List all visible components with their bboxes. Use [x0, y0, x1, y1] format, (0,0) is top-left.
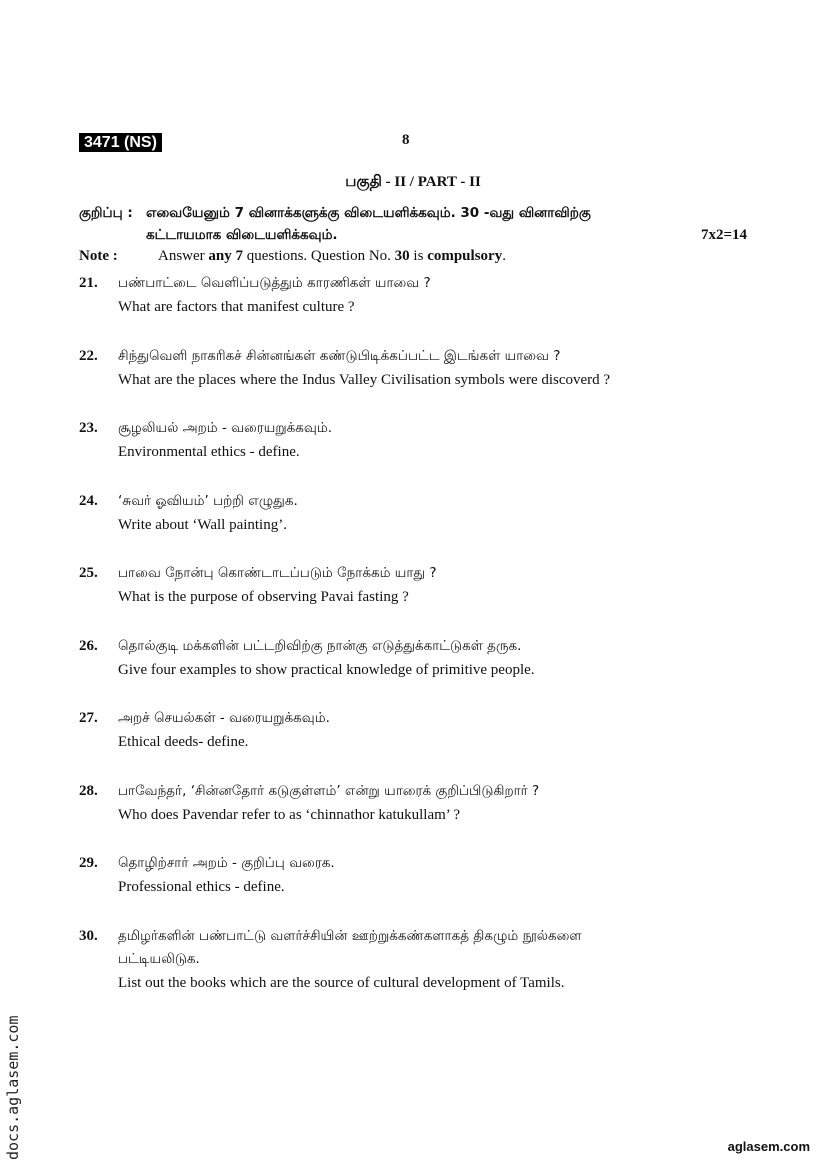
question-23-tamil: சூழலியல் அறம் - வரையறுக்கவும்.: [118, 420, 332, 436]
instruction-line2-tamil: கட்டாயமாக விடையளிக்கவும்.: [146, 227, 338, 243]
question-number-22: 22.: [79, 348, 98, 364]
question-22-tamil: சிந்துவெளி நாகரிகச் சின்னங்கள் கண்டுபிடிக்கப்பட்ட இடங்கள் யாவை ?: [118, 348, 561, 364]
part-title: பகுதி - II / PART - II: [345, 174, 481, 190]
page-number: 8: [402, 132, 410, 148]
question-number-25: 25.: [79, 565, 98, 581]
question-28-english: Who does Pavendar refer to as ‘chinnathor katukullam’ ?: [118, 807, 461, 823]
question-30-english: List out the books which are the source of cultural development of Tamils.: [118, 975, 565, 991]
question-number-29: 29.: [79, 855, 98, 871]
question-30-tamil: தமிழர்களின் பண்பாட்டு வளர்ச்சியின் ஊற்றுக்கண்களாகத் திகழும் நூல்களை: [118, 928, 582, 944]
question-26-tamil: தொல்குடி மக்களின் பட்டறிவிற்கு நான்கு எடுத்துக்காட்டுகள் தருக.: [118, 638, 522, 654]
question-29-english: Professional ethics - define.: [118, 879, 285, 895]
question-number-28: 28.: [79, 783, 98, 799]
question-26-english: Give four examples to show practical knowledge of primitive people.: [118, 662, 535, 678]
note-label: Note :: [79, 248, 118, 264]
question-27-tamil: அறச் செயல்கள் - வரையறுக்கவும்.: [118, 710, 330, 726]
question-number-26: 26.: [79, 638, 98, 654]
question-number-23: 23.: [79, 420, 98, 436]
question-21-english: What are factors that manifest culture ?: [118, 299, 355, 315]
paper-code-badge: 3471 (NS): [79, 133, 162, 152]
question-29-tamil: தொழிற்சார் அறம் - குறிப்பு வரைக.: [118, 855, 335, 871]
question-25-english: What is the purpose of observing Pavai fasting ?: [118, 589, 409, 605]
question-number-27: 27.: [79, 710, 98, 726]
question-28-tamil: பாவேந்தர், ‘சின்னதோர் கடுகுள்ளம்’ என்று யாரைக் குறிப்பிடுகிறார் ?: [118, 783, 540, 799]
footer-brand: aglasem.com: [727, 1139, 810, 1154]
question-30-tamil-cont: பட்டியலிடுக.: [118, 951, 200, 967]
question-23-english: Environmental ethics - define.: [118, 444, 300, 460]
side-watermark: docs.aglasem.com: [4, 1015, 22, 1160]
question-24-tamil: ‘சுவர் ஓவியம்’ பற்றி எழுதுக.: [118, 493, 298, 509]
marks-allocation: 7x2=14: [700, 227, 747, 243]
instruction-line1-tamil: எவையேனும் 7 வினாக்களுக்கு விடையளிக்கவும். 30 -வது வினாவிற்கு: [146, 205, 591, 221]
note-text: Answer any 7 questions. Question No. 30 is compulsory.: [158, 248, 506, 264]
question-number-24: 24.: [79, 493, 98, 509]
question-27-english: Ethical deeds- define.: [118, 734, 249, 750]
question-21-tamil: பண்பாட்டை வெளிப்படுத்தும் காரணிகள் யாவை ?: [118, 275, 431, 291]
question-number-21: 21.: [79, 275, 98, 291]
question-24-english: Write about ‘Wall painting’.: [118, 517, 287, 533]
question-number-30: 30.: [79, 928, 98, 944]
question-25-tamil: பாவை நோன்பு கொண்டாடப்படும் நோக்கம் யாது ?: [118, 565, 437, 581]
question-22-english: What are the places where the Indus Valley Civilisation symbols were discoverd ?: [118, 372, 611, 388]
instruction-label-tamil: குறிப்பு :: [79, 205, 133, 221]
